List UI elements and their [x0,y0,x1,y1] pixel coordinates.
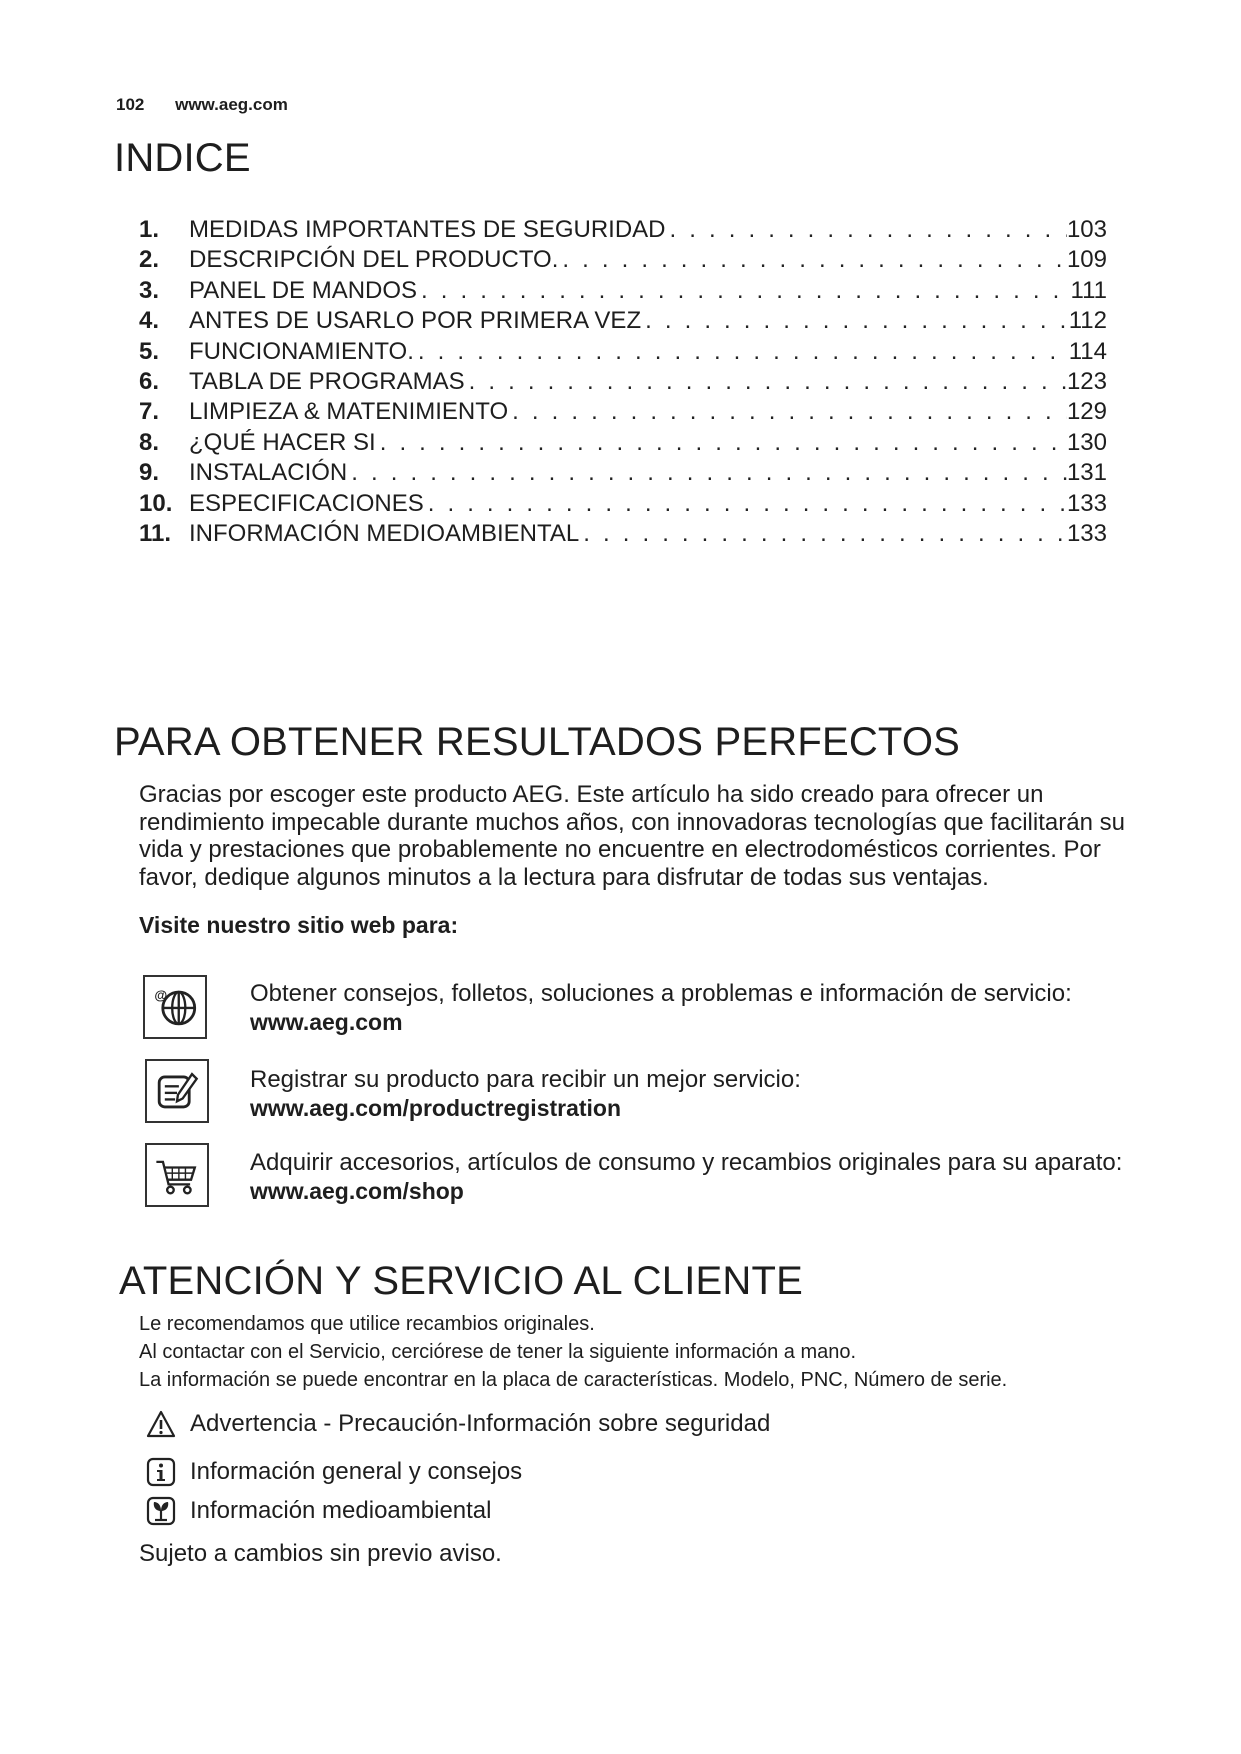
change-notice: Sujeto a cambios sin previo aviso. [139,1540,502,1567]
toc-title: INFORMACIÓN MEDIOAMBIENTAL [189,519,580,547]
site-url: www.aeg.com [175,95,288,114]
toc-number: 8. [139,428,160,456]
indice-title: INDICE [114,136,251,180]
legend-info [146,1457,522,1487]
toc-number: 10. [139,489,173,517]
service-link[interactable]: www.aeg.com/shop [250,1178,464,1204]
toc-title: FUNCIONAMIENTO. [189,337,414,365]
service-link[interactable]: www.aeg.com [250,1009,403,1035]
toc-page: 123 [1066,367,1107,395]
toc-number: 11. [139,519,172,547]
toc-entry[interactable] [139,277,1107,307]
environment-icon [146,1496,176,1526]
toc-title: MEDIDAS IMPORTANTES DE SEGURIDAD [189,216,666,243]
toc-page: 133 [1066,489,1107,517]
toc-page: 103 [1066,216,1107,243]
service-description: Adquirir accesorios, artículos de consumo y recambios originales para su aparato: [250,1149,1123,1176]
service-description: Registrar su producto para recibir un mejor servicio: [250,1066,801,1093]
web-globe-icon [143,975,207,1039]
legend-environment [146,1496,492,1526]
toc-entry[interactable] [139,307,1107,337]
warning-triangle-icon [146,1409,176,1439]
toc-entry[interactable] [139,338,1107,368]
toc-title: INSTALACIÓN [189,459,348,487]
toc-page: 111 [1070,276,1107,304]
toc-number: 7. [139,398,160,426]
toc-leader [666,216,1067,244]
care-line: Al contactar con el Servicio, cerciórese de tener la siguiente información a mano. [139,1341,857,1363]
service-item-shop [250,1149,1170,1205]
toc-page: 112 [1068,307,1107,335]
results-title: PARA OBTENER RESULTADOS PERFECTOS [114,720,961,764]
toc-entry[interactable] [139,246,1107,276]
toc-leader [579,520,1067,548]
intro-line: favor, dedique algunos minutos a la lectura para disfrutar de todas sus ventajas. [139,863,989,891]
service-item-info [250,980,1170,1036]
toc-entry[interactable] [139,459,1107,489]
toc-entry[interactable] [139,216,1107,246]
toc-number: 2. [139,246,160,274]
info-icon [146,1457,176,1487]
toc-title: ¿QUÉ HACER SI [189,428,376,456]
care-line: Le recomendamos que utilice recambios originales. [139,1313,595,1335]
visit-label: Visite nuestro sitio web para: [139,912,459,938]
toc-page: 130 [1066,428,1107,456]
toc-entry[interactable] [139,490,1107,520]
intro-line: vida y prestaciones que probablemente no encuentre en electrodomésticos corrientes. Por [139,836,1101,863]
customer-care-text [139,1310,1007,1394]
svg-text:@: @ [154,987,168,1003]
toc-page: 114 [1068,337,1107,365]
toc-entry[interactable] [139,429,1107,459]
toc-entry[interactable] [139,368,1107,398]
toc-title: TABLA DE PROGRAMAS [189,367,465,395]
care-line: La información se puede encontrar en la placa de características. Modelo, PNC, Número de serie. [139,1369,1008,1391]
toc-leader [424,490,1067,518]
toc-number: 3. [139,276,160,304]
toc-leader [347,459,1067,487]
toc-number: 4. [139,307,160,335]
intro-paragraph [139,781,1174,891]
toc-page: 131 [1066,459,1107,487]
toc-number: 1. [139,216,160,243]
service-description: Obtener consejos, folletos, soluciones a problemas e información de servicio: [250,980,1072,1007]
shopping-cart-icon [145,1143,209,1207]
toc-number: 9. [139,459,160,487]
intro-line: rendimiento impecable durante muchos años, con innovadoras tecnologías que facilitarán su [139,808,1125,836]
legend-text: Información general y consejos [190,1458,523,1485]
intro-line: Gracias por escoger este producto AEG. Este artículo ha sido creado para ofrecer un [139,781,1044,808]
toc-entry[interactable] [139,398,1107,428]
toc-entry[interactable] [139,520,1107,550]
page-number: 102 [116,95,145,114]
legend-text: Advertencia - Precaución-Información sobre seguridad [190,1410,771,1437]
toc-leader [558,246,1067,274]
toc-leader [414,338,1069,366]
toc-title: ANTES DE USARLO POR PRIMERA VEZ [189,307,642,335]
toc-page: 129 [1066,398,1107,426]
toc-title: DESCRIPCIÓN DEL PRODUCTO. [189,246,559,274]
toc-leader [417,277,1070,305]
toc-title: LIMPIEZA & MATENIMIENTO [189,398,509,426]
toc-number: 6. [139,367,160,395]
legend-warning [146,1409,770,1439]
toc-number: 5. [139,337,160,365]
legend-text: Información medioambiental [190,1497,492,1524]
toc-leader [641,307,1069,335]
toc-title: PANEL DE MANDOS [189,276,418,304]
table-of-contents [139,216,1107,550]
page-header [116,95,288,115]
toc-leader [508,398,1067,426]
toc-page: 133 [1066,519,1107,547]
customer-care-title: ATENCIÓN Y SERVICIO AL CLIENTE [119,1259,803,1303]
toc-leader [376,429,1067,457]
toc-page: 109 [1066,246,1107,274]
service-item-registration [250,1066,1170,1122]
registration-form-icon [145,1059,209,1123]
service-link[interactable]: www.aeg.com/productregistration [250,1095,622,1121]
toc-leader [465,368,1067,396]
toc-title: ESPECIFICACIONES [189,489,424,517]
